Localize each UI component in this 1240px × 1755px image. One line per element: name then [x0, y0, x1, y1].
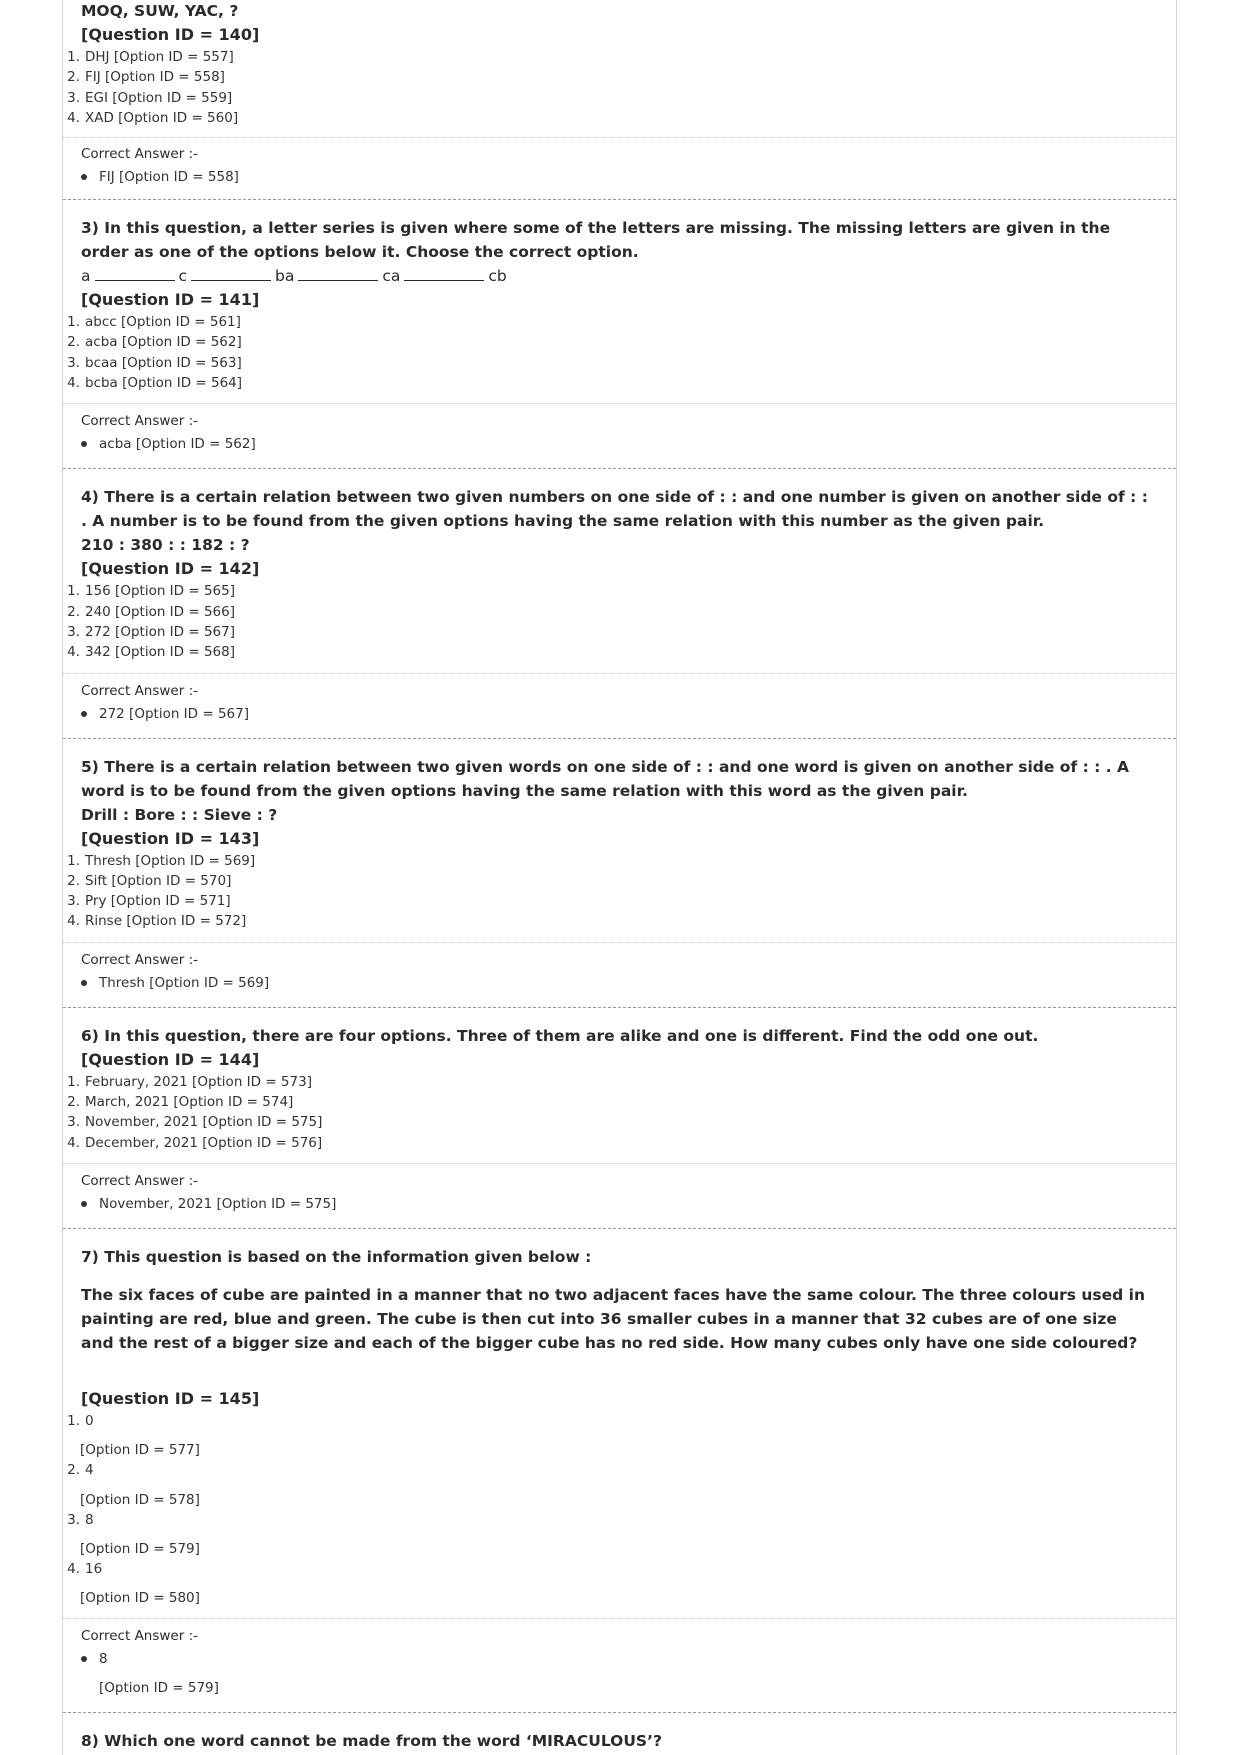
option-number: 1.	[67, 583, 80, 600]
correct-answer-id: [Option ID = 579]	[99, 1680, 219, 1697]
option-number: 2.	[67, 69, 80, 86]
series-letter: c	[178, 267, 188, 286]
option-text: March, 2021 [Option ID = 574]	[85, 1094, 294, 1111]
option-item	[63, 581, 1176, 601]
option-number: 3.	[67, 1511, 80, 1528]
option-number: 1.	[67, 1073, 80, 1090]
option-text: Thresh [Option ID = 569]	[85, 852, 256, 869]
option-item	[63, 1092, 1176, 1112]
option-number: 2.	[67, 1462, 80, 1479]
option-text: 0	[85, 1412, 94, 1429]
option-number: 4.	[67, 375, 80, 392]
option-id: [Option ID = 578]	[80, 1491, 200, 1508]
question-block-142	[63, 469, 1176, 662]
option-text: February, 2021 [Option ID = 573]	[85, 1073, 312, 1090]
question-id: [Question ID = 143]	[81, 828, 260, 848]
option-text: December, 2021 [Option ID = 576]	[85, 1134, 323, 1151]
option-number: 3.	[67, 89, 80, 106]
option-number: 4.	[67, 1560, 80, 1577]
option-item	[63, 1133, 1176, 1153]
correct-answer-label: Correct Answer :-	[81, 1628, 198, 1645]
option-text: bcaa [Option ID = 563]	[85, 354, 242, 371]
option-number: 3.	[67, 1114, 80, 1131]
question-text: 5) There is a certain relation between two given words on one side of : : and one word is given on another side of : : . A word is to be found from the given options having the same relation with this word as the given pair.	[81, 757, 1130, 800]
bullet-icon	[81, 441, 87, 447]
correct-answer-item	[81, 167, 1176, 187]
question-stem: 210 : 380 : : 182 : ?	[81, 536, 250, 555]
question-id: [Question ID = 142]	[81, 559, 260, 579]
option-text: bcba [Option ID = 564]	[85, 375, 243, 392]
question-block-143	[63, 739, 1176, 932]
option-text: 240 [Option ID = 566]	[85, 603, 235, 620]
option-number: 4.	[67, 913, 80, 930]
answer-block	[63, 681, 1176, 724]
correct-answer-text: FIJ [Option ID = 558]	[99, 169, 239, 186]
option-item	[63, 1559, 1176, 1608]
option-item	[63, 108, 1176, 128]
question-paragraph: The six faces of cube are painted in a manner that no two adjacent faces have the same colour. The three colours used in painting are red, blue and green. The cube is then cut into 36 smaller cubes in a manner that 32 cubes are of one size and the rest of a bigger size and each of the bigger cube has no red side. How many cubes only have one side coloured?	[81, 1285, 1145, 1352]
option-number: 4.	[67, 109, 80, 126]
answer-divider	[63, 673, 1176, 674]
option-item	[63, 1460, 1176, 1509]
correct-answer-label: Correct Answer :-	[81, 682, 198, 699]
option-item	[63, 1411, 1176, 1460]
option-item	[63, 353, 1176, 373]
bullet-icon	[81, 711, 87, 717]
option-item	[63, 332, 1176, 352]
series-blank	[191, 266, 271, 281]
option-text: DHJ [Option ID = 557]	[85, 49, 234, 65]
bullet-icon	[81, 980, 87, 986]
option-number: 1.	[67, 852, 80, 869]
option-number: 4.	[67, 644, 80, 661]
series-letter: cb	[488, 267, 507, 286]
answer-block	[63, 411, 1176, 454]
option-number: 2.	[67, 1094, 80, 1111]
option-item	[63, 851, 1176, 871]
option-item	[63, 642, 1176, 662]
question-stem: Drill : Bore : : Sieve : ?	[81, 805, 278, 824]
question-id: [Question ID = 144]	[81, 1049, 260, 1069]
answer-divider	[63, 137, 1176, 138]
correct-answer-label: Correct Answer :-	[81, 146, 198, 163]
correct-answer-text: 272 [Option ID = 567]	[99, 705, 249, 722]
option-number: 3.	[67, 623, 80, 640]
bullet-icon	[81, 1656, 87, 1662]
option-item	[63, 1510, 1176, 1559]
option-item	[63, 373, 1176, 393]
question-text: 7) This question is based on the information given below :	[81, 1247, 592, 1266]
correct-answer-text: 8	[99, 1651, 108, 1668]
question-block-144	[63, 1008, 1176, 1153]
correct-answer-item	[81, 1649, 1176, 1669]
question-text: 8) Which one word cannot be made from the word ‘MIRACULOUS’?	[81, 1732, 662, 1751]
question-text: 3) In this question, a letter series is given where some of the letters are missing. The missing letters are given in the order as one of the options below it. Choose the correct option.	[81, 219, 1111, 262]
question-stem: MOQ, SUW, YAC, ?	[81, 2, 239, 20]
options-list	[67, 1072, 1176, 1153]
option-number: 1.	[67, 1412, 80, 1429]
series-letter: a	[81, 267, 91, 286]
option-text: abcc [Option ID = 561]	[85, 314, 241, 331]
answer-divider	[63, 942, 1176, 943]
series-letter: ca	[382, 267, 401, 286]
answer-block	[63, 1171, 1176, 1214]
letter-series	[81, 264, 1176, 288]
correct-answer-item	[81, 434, 1176, 454]
option-text: acba [Option ID = 562]	[85, 334, 242, 351]
option-text: 4	[85, 1462, 94, 1479]
option-text: FIJ [Option ID = 558]	[85, 69, 225, 86]
option-id: [Option ID = 579]	[80, 1540, 200, 1557]
answer-divider	[63, 403, 1176, 404]
question-text: 6) In this question, there are four options. Three of them are alike and one is different. Find the odd one out.	[81, 1026, 1039, 1045]
option-number: 1.	[67, 49, 80, 65]
option-number: 3.	[67, 893, 80, 910]
options-list	[67, 581, 1176, 662]
option-number: 2.	[67, 334, 80, 351]
option-text: 156 [Option ID = 565]	[85, 583, 235, 600]
answer-divider	[63, 1163, 1176, 1164]
option-text: 16	[85, 1560, 103, 1577]
option-number: 3.	[67, 354, 80, 371]
option-item	[63, 871, 1176, 891]
option-text: 8	[85, 1511, 94, 1528]
option-item	[63, 602, 1176, 622]
options-list	[67, 47, 1176, 128]
option-text: Sift [Option ID = 570]	[85, 872, 232, 889]
question-block-141	[63, 200, 1176, 393]
question-paper-page	[62, 0, 1177, 1755]
option-item	[63, 1112, 1176, 1132]
question-id: [Question ID = 140]	[81, 25, 260, 44]
option-text: November, 2021 [Option ID = 575]	[85, 1114, 323, 1131]
answer-divider	[63, 1618, 1176, 1619]
option-text: XAD [Option ID = 560]	[85, 109, 239, 126]
correct-answer-item	[81, 704, 1176, 724]
correct-answer-label: Correct Answer :-	[81, 1172, 198, 1189]
correct-answer-item	[81, 973, 1176, 993]
option-item	[63, 312, 1176, 332]
option-item	[63, 88, 1176, 108]
option-number: 4.	[67, 1134, 80, 1151]
correct-answer-item	[81, 1194, 1176, 1214]
option-number: 2.	[67, 872, 80, 889]
series-blank	[298, 266, 378, 281]
options-list	[67, 851, 1176, 932]
option-item	[63, 622, 1176, 642]
option-item	[63, 67, 1176, 87]
correct-answer-text: Thresh [Option ID = 569]	[99, 974, 270, 991]
question-block-next	[63, 1713, 1176, 1753]
option-text: Rinse [Option ID = 572]	[85, 913, 247, 930]
question-id: [Question ID = 141]	[81, 290, 260, 310]
answer-block	[63, 144, 1176, 187]
options-list	[67, 1411, 1176, 1608]
question-text: 4) There is a certain relation between two given numbers on one side of : : and one number is given on another side of : : . A number is to be found from the given options having the same relation with this number as the given pair.	[81, 488, 1148, 531]
question-block-140	[63, 0, 1176, 128]
series-blank	[95, 266, 175, 281]
option-text: Pry [Option ID = 571]	[85, 893, 231, 910]
option-item	[63, 1072, 1176, 1092]
series-letter: ba	[275, 267, 295, 286]
bullet-icon	[81, 174, 87, 180]
option-item	[63, 47, 1176, 67]
series-blank	[404, 266, 484, 281]
question-block-145	[63, 1229, 1176, 1608]
option-item	[63, 891, 1176, 911]
correct-answer-text: November, 2021 [Option ID = 575]	[99, 1195, 337, 1212]
option-item	[63, 911, 1176, 931]
option-text: 342 [Option ID = 568]	[85, 644, 235, 661]
correct-answer-label: Correct Answer :-	[81, 413, 198, 430]
question-id: [Question ID = 145]	[81, 1388, 260, 1408]
answer-block	[63, 1626, 1176, 1698]
option-id: [Option ID = 577]	[80, 1442, 200, 1459]
option-number: 1.	[67, 314, 80, 331]
bullet-icon	[81, 1201, 87, 1207]
option-text: EGI [Option ID = 559]	[85, 89, 233, 106]
answer-block	[63, 950, 1176, 993]
correct-answer-text: acba [Option ID = 562]	[99, 436, 256, 453]
option-number: 2.	[67, 603, 80, 620]
option-id: [Option ID = 580]	[80, 1590, 200, 1607]
option-text: 272 [Option ID = 567]	[85, 623, 235, 640]
correct-answer-label: Correct Answer :-	[81, 951, 198, 968]
options-list	[67, 312, 1176, 393]
